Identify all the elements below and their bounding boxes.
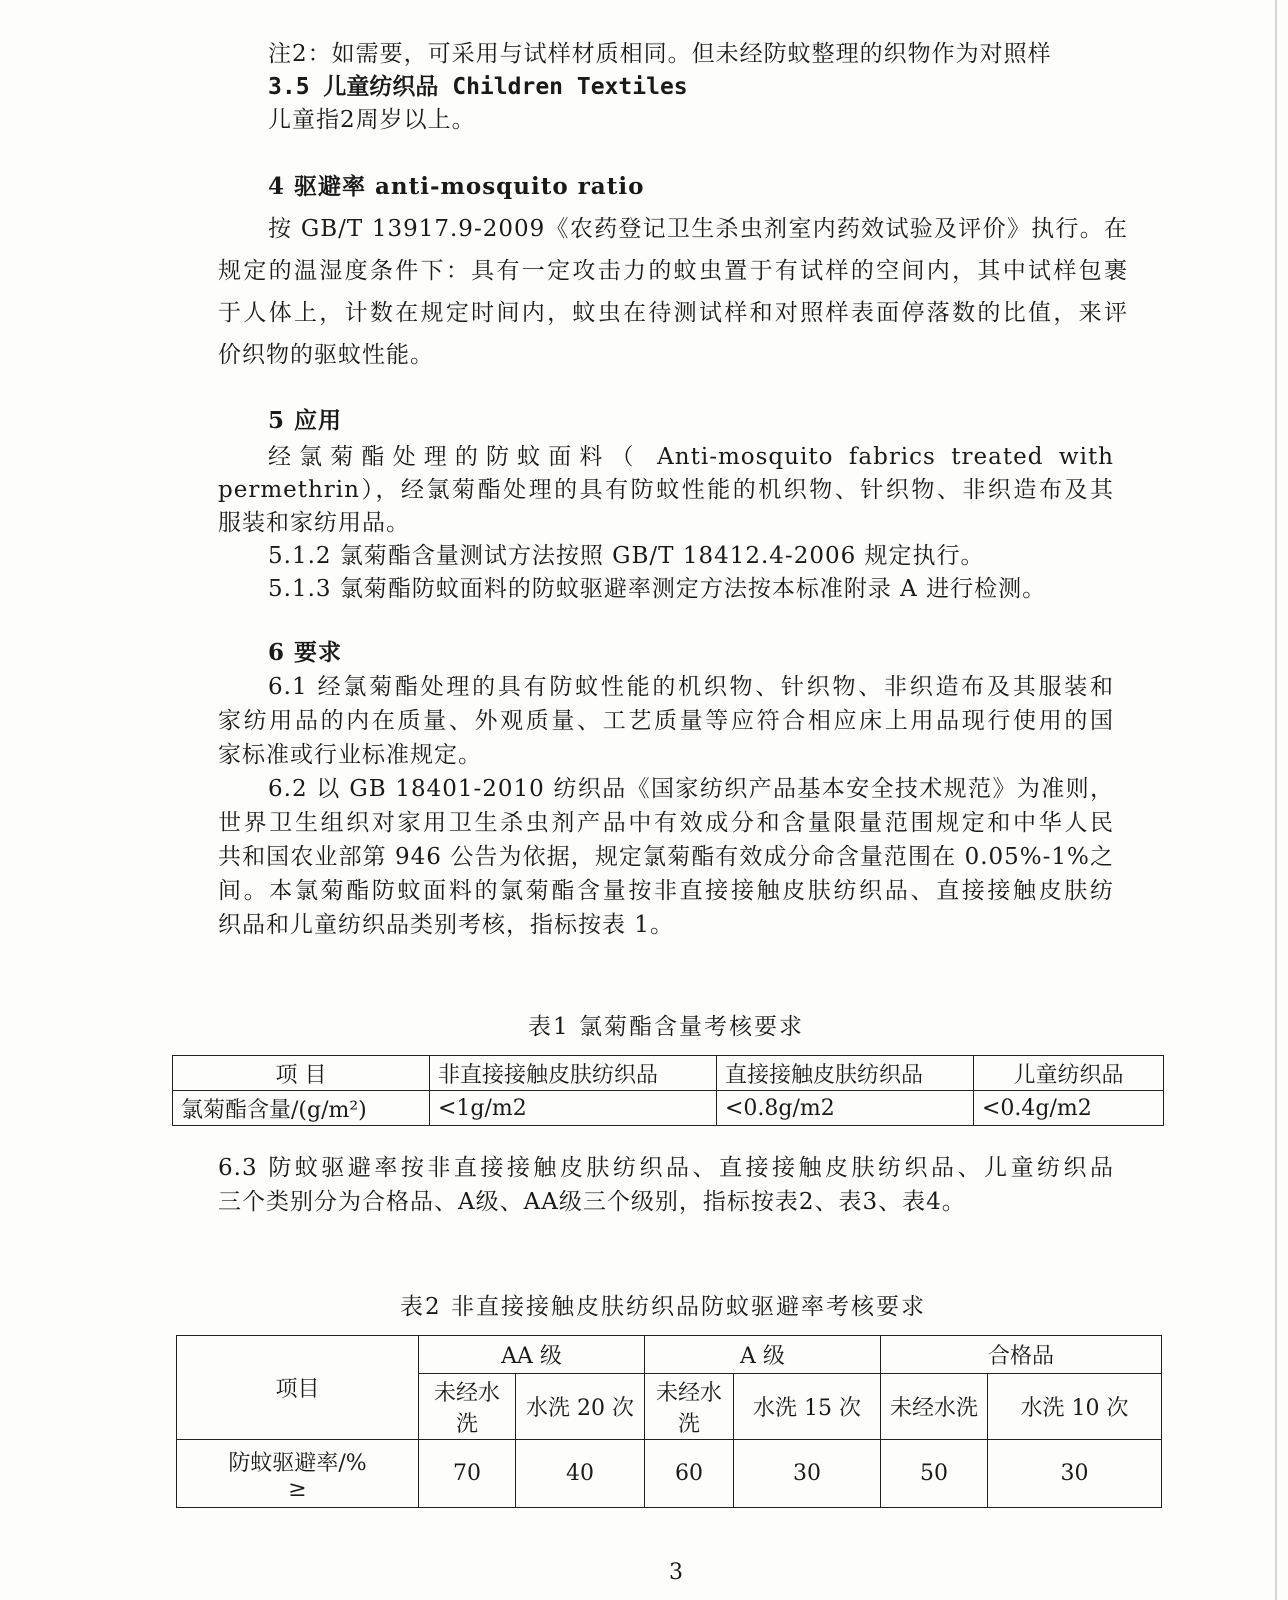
clause-6-2-line-2: 世界卫生组织对家用卫生杀虫剂产品中有效成分和含量限量范围规定和中华人民 bbox=[218, 810, 1114, 836]
table-1-header-item: 项 目 bbox=[173, 1056, 430, 1091]
clause-5-1-3: 5.1.3 氯菊酯防蚊面料的防蚊驱避率测定方法按本标准附录 A 进行检测。 bbox=[268, 576, 1047, 602]
table-2-aa-wash-20: 水洗 20 次 bbox=[516, 1374, 645, 1440]
table-2-grade-aa: AA 级 bbox=[419, 1336, 645, 1374]
table-2-row-label-cell bbox=[177, 1440, 419, 1508]
table-2-grade-a: A 级 bbox=[645, 1336, 881, 1374]
table-1-row-label: 氯菊酯含量/(g/m²) bbox=[173, 1091, 430, 1126]
table-1-value-indirect: <1g/m2 bbox=[430, 1091, 717, 1126]
table-2-grade-qualified: 合格品 bbox=[881, 1336, 1162, 1374]
section-3-5-body: 儿童指2周岁以上。 bbox=[268, 107, 476, 133]
section-6-heading: 6 要求 bbox=[268, 639, 343, 666]
clause-6-1-line-3: 家标准或行业标准规定。 bbox=[218, 742, 482, 768]
clause-6-1-line-2: 家纺用品的内在质量、外观质量、工艺质量等应符合相应床上用品现行使用的国 bbox=[218, 708, 1114, 734]
table-1-value-children: <0.4g/m2 bbox=[974, 1091, 1164, 1126]
section-4-para-line-4: 价织物的驱蚊性能。 bbox=[218, 342, 434, 368]
table-2-value-a-wash-15: 30 bbox=[734, 1440, 881, 1508]
table-2-value-row bbox=[177, 1440, 1162, 1508]
clause-6-2-line-4: 间。本氯菊酯防蚊面料的氯菊酯含量按非直接接触皮肤纺织品、直接接触皮肤纺 bbox=[218, 878, 1114, 904]
section-4-para-line-3: 于人体上，计数在规定时间内，蚊虫在待测试样和对照样表面停落数的比值，来评 bbox=[218, 300, 1128, 326]
table-1 bbox=[172, 1055, 1164, 1126]
table-1-header-children: 儿童纺织品 bbox=[974, 1056, 1164, 1091]
table-2-a-unwashed: 未经水洗 bbox=[645, 1374, 734, 1440]
table-2-value-aa-wash-20: 40 bbox=[516, 1440, 645, 1508]
table-2-row-symbol: ≥ bbox=[288, 1476, 307, 1502]
clause-6-3-line-2: 三个类别分为合格品、A级、AA级三个级别，指标按表2、表3、表4。 bbox=[218, 1189, 966, 1215]
clause-6-3-line-1: 6.3 防蚊驱避率按非直接接触皮肤纺织品、直接接触皮肤纺织品、儿童纺织品 bbox=[218, 1155, 1114, 1181]
table-1-header-indirect: 非直接接触皮肤纺织品 bbox=[430, 1056, 717, 1091]
section-5-heading: 5 应用 bbox=[268, 407, 343, 434]
section-4-heading: 4 驱避率 anti-mosquito ratio bbox=[268, 173, 645, 200]
table-2-item-header: 项目 bbox=[177, 1336, 419, 1440]
page-number: 3 bbox=[669, 1560, 683, 1585]
clause-6-2-line-5: 织品和儿童纺织品类别考核，指标按表 1。 bbox=[218, 912, 674, 938]
section-3-5-heading: 3.5 儿童纺织品 Children Textiles bbox=[268, 74, 688, 100]
clause-6-1-line-1: 6.1 经氯菊酯处理的具有防蚊性能的机织物、针织物、非织造布及其服装和 bbox=[268, 674, 1114, 700]
table-1-header-direct: 直接接触皮肤纺织品 bbox=[717, 1056, 974, 1091]
clause-5-1-2: 5.1.2 氯菊酯含量测试方法按照 GB/T 18412.4-2006 规定执行。 bbox=[268, 543, 985, 569]
scan-edge bbox=[1275, 0, 1277, 1600]
section-5-para-line-2: permethrin），经氯菊酯处理的具有防蚊性能的机织物、针织物、非织造布及其 bbox=[218, 477, 1114, 503]
table-2-caption: 表2 非直接接触皮肤纺织品防蚊驱避率考核要求 bbox=[400, 1294, 926, 1320]
table-1-row bbox=[173, 1091, 1164, 1126]
table-2-aa-unwashed: 未经水洗 bbox=[419, 1374, 516, 1440]
table-2-value-a-unwashed: 60 bbox=[645, 1440, 734, 1508]
clause-6-2-line-1: 6.2 以 GB 18401-2010 纺织品《国家纺织产品基本安全技术规范》为准则， bbox=[268, 776, 1114, 802]
section-4-para-line-1: 按 GB/T 13917.9-2009《农药登记卫生杀虫剂室内药效试验及评价》执行。在 bbox=[268, 216, 1128, 242]
section-4-para-line-2: 规定的温湿度条件下：具有一定攻击力的蚊虫置于有试样的空间内，其中试样包裹 bbox=[218, 258, 1128, 284]
table-2 bbox=[176, 1335, 1162, 1508]
table-2-grade-row bbox=[177, 1336, 1162, 1374]
table-1-value-direct: <0.8g/m2 bbox=[717, 1091, 974, 1126]
table-2-a-wash-15: 水洗 15 次 bbox=[734, 1374, 881, 1440]
table-2-qualified-unwashed: 未经水洗 bbox=[881, 1374, 988, 1440]
section-5-para-line-3: 服装和家纺用品。 bbox=[218, 510, 410, 536]
note-2: 注2：如需要，可采用与试样材质相同。但未经防蚊整理的织物作为对照样 bbox=[268, 41, 1052, 67]
table-2-qualified-wash-10: 水洗 10 次 bbox=[988, 1374, 1162, 1440]
table-2-row-label: 防蚊驱避率/% bbox=[228, 1450, 367, 1476]
table-1-caption: 表1 氯菊酯含量考核要求 bbox=[528, 1014, 804, 1040]
section-5-para-line-1: 经氯菊酯处理的防蚊面料（ Anti-mosquito fabrics treated with bbox=[268, 444, 1114, 470]
clause-6-2-line-3: 共和国农业部第 946 公告为依据，规定氯菊酯有效成分命含量范围在 0.05%-1%之 bbox=[218, 844, 1114, 870]
table-2-value-qualified-unwashed: 50 bbox=[881, 1440, 988, 1508]
table-1-header-row bbox=[173, 1056, 1164, 1091]
table-2-value-aa-unwashed: 70 bbox=[419, 1440, 516, 1508]
table-2-value-qualified-wash-10: 30 bbox=[988, 1440, 1162, 1508]
